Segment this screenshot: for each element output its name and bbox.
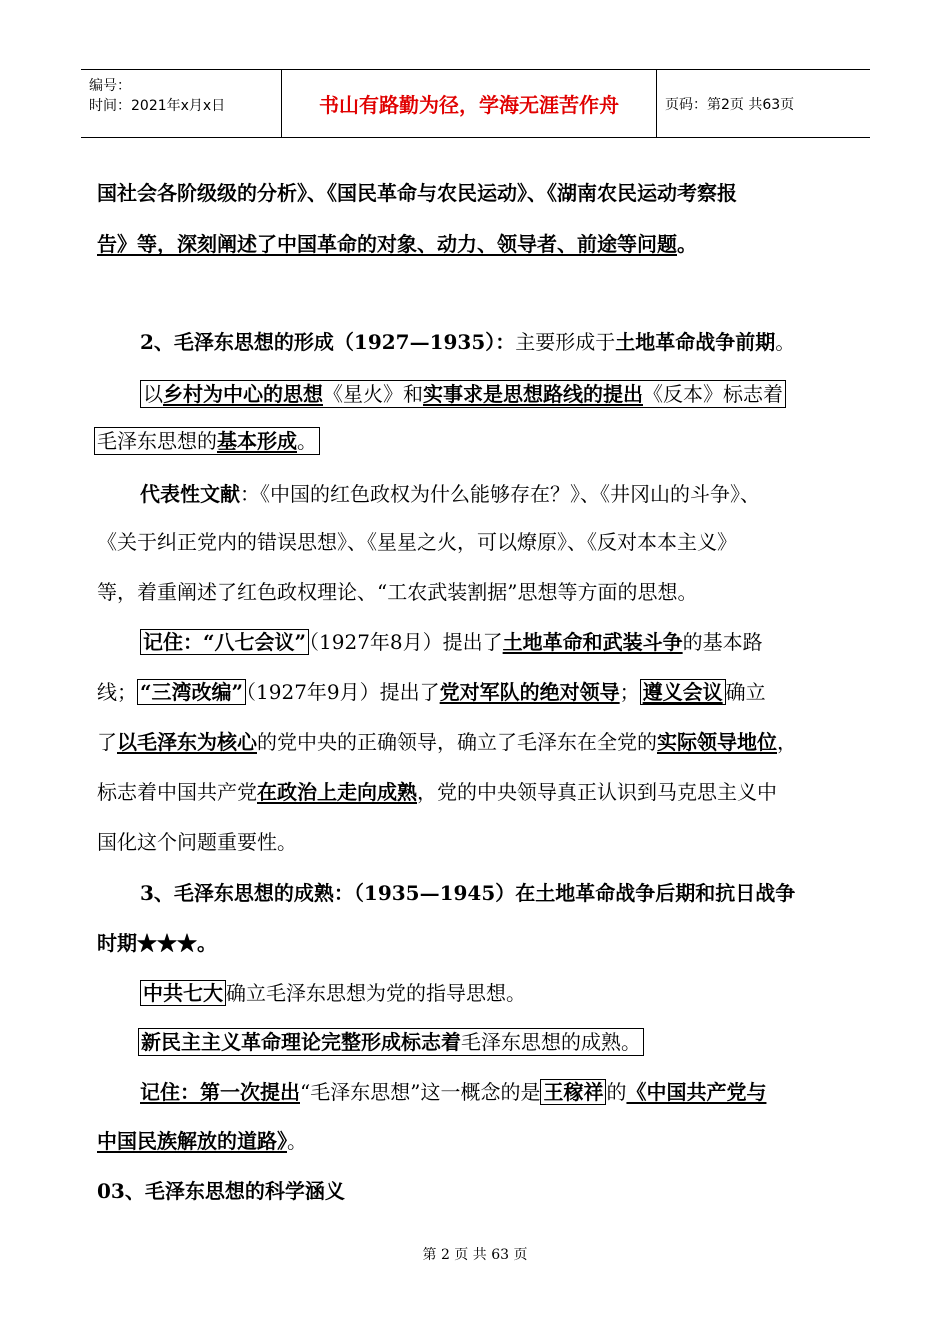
- s2-r2-g: 确立: [725, 680, 766, 704]
- s2-r4-b: 在政治上走向成熟: [257, 780, 417, 804]
- section3-heading-line2: 时期★★★。: [97, 931, 217, 955]
- s2-r2-f: 遵义会议: [640, 679, 726, 705]
- s2-heading-end: 。: [775, 330, 796, 354]
- s2-heading-period: 土地革命战争前期: [615, 330, 776, 354]
- s2-r4-c: ，党的中央领导真正认识到马克思主义中: [417, 780, 777, 804]
- s2-box1-d: 实事求是思想路线的提出: [423, 382, 643, 406]
- s3-c7-box: 中共七大: [140, 980, 226, 1006]
- s2-works-label: 代表性文献: [140, 482, 240, 506]
- header-motto: 书山有路勤为径，学海无涯苦作舟: [282, 70, 657, 137]
- s2-box2-a: 毛泽东思想的: [97, 429, 217, 453]
- s3-nd-b: 毛泽东思想的成熟。: [461, 1030, 641, 1054]
- s2-remember-c: 土地革命和武装斗争: [502, 630, 683, 654]
- s2-box1-b: 乡村为中心的思想: [163, 382, 323, 406]
- p1-line2-main: 告》等，深刻阐述了中国革命的对象、动力、领导者、前途等问题: [97, 232, 677, 256]
- s3-nd-box: [138, 1028, 644, 1056]
- s2-box2-c: 。: [297, 429, 317, 453]
- s2-remember-d: 的基本路: [682, 630, 763, 654]
- s2-box2-b: 基本形成: [217, 429, 297, 453]
- s3-first-a: 记住：第一次提出: [140, 1080, 300, 1104]
- section2-heading: [140, 329, 795, 355]
- s3-first-line2: [97, 1128, 307, 1154]
- s2-box1-c: 《星火》和: [323, 382, 423, 406]
- section3-heading-line1: 3、毛泽东思想的成熟：（1935—1945）在土地革命战争后期和抗日战争: [140, 881, 796, 905]
- s3-first-l2a: 中国民族解放的道路》: [97, 1129, 287, 1153]
- s2-remember-line5: 国化这个问题重要性。: [97, 830, 297, 854]
- s2-remember-a: 记住：“八七会议”: [140, 629, 309, 655]
- number-label: 编号：: [89, 78, 131, 94]
- s2-r3-b: 以毛泽东为核心: [117, 730, 257, 754]
- s2-r2-d: 党对军队的绝对领导: [439, 680, 620, 704]
- s2-r3-a: 了: [97, 730, 117, 754]
- s2-r3-d: 实际领导地位: [657, 730, 777, 754]
- s2-r2-c: （1927年9月）提出了: [246, 680, 440, 704]
- s2-works-l1: ：《中国的红色政权为什么能够存在？》、《井冈山的斗争》、: [240, 482, 760, 506]
- s2-r2-e: ；: [619, 680, 640, 704]
- s2-r3-c: 的党中央的正确领导，确立了毛泽东在全党的: [257, 730, 657, 754]
- s3-first-d: 的: [606, 1080, 627, 1104]
- s2-works-line3: 等，着重阐述了红色政权理论、“工农武装割据”思想等方面的思想。: [97, 580, 698, 604]
- s3-c7-rest: 确立毛泽东思想为党的指导思想。: [226, 981, 526, 1005]
- s3-first-b: “毛泽东思想”这一概念的是: [300, 1080, 541, 1104]
- s3-first-e: 《中国共产党与: [626, 1080, 767, 1104]
- s2-remember-line2: [97, 679, 766, 705]
- s3-c7: [140, 980, 526, 1006]
- section4-heading: 03、毛泽东思想的科学涵义: [97, 1179, 345, 1203]
- s2-box1: [140, 380, 786, 408]
- time-label: 时间：2021年x月x日: [89, 98, 226, 114]
- s3-first-c: 王稼祥: [540, 1079, 606, 1105]
- s2-r2-a: 线；: [97, 680, 137, 704]
- s3-first-l2b: 。: [287, 1129, 307, 1153]
- s2-heading-title: 2、毛泽东思想的形成（1927—1935）：: [140, 330, 516, 354]
- s2-works-line2: 《关于纠正党内的错误思想》、《星星之火，可以燎原》、《反对本本主义》: [97, 530, 737, 554]
- s2-heading-text: 主要形成于: [515, 330, 616, 354]
- page-footer: 第 2 页 共 63 页: [422, 1247, 528, 1263]
- s2-remember-line1: [140, 629, 763, 655]
- header-meta: [81, 70, 282, 137]
- s2-remember-line3: [97, 729, 797, 755]
- s2-box2: [94, 427, 320, 455]
- s2-remember-line4: [97, 779, 777, 805]
- p1-line2-end: 。: [677, 232, 697, 256]
- s2-box1-e: 《反本》标志着: [643, 382, 783, 406]
- page-header: [81, 69, 870, 138]
- s3-first-line1: [140, 1079, 766, 1105]
- s2-r4-a: 标志着中国共产党: [97, 780, 257, 804]
- s2-works-line1: [140, 481, 760, 507]
- p1-line1: 国社会各阶级级的分析》、《国民革命与农民运动》、《湖南农民运动考察报: [97, 181, 737, 205]
- s2-r2-b: “三湾改编”: [137, 679, 246, 705]
- s2-r3-e: ，: [777, 730, 797, 754]
- s2-remember-b: （1927年8月）提出了: [309, 630, 503, 654]
- header-page-label: 页码：第2页 共63页: [665, 96, 795, 113]
- p1-line2: [97, 231, 697, 257]
- s3-nd-a: 新民主主义革命理论完整形成标志着: [141, 1030, 461, 1054]
- s2-box1-a: 以: [143, 382, 163, 406]
